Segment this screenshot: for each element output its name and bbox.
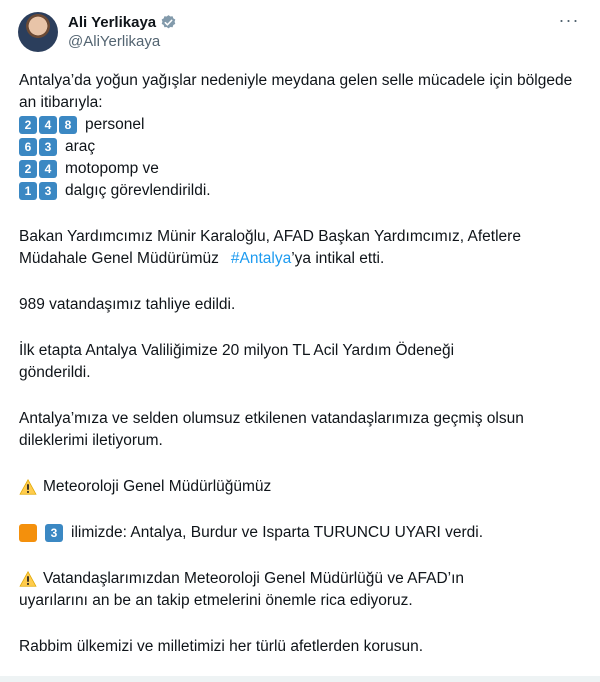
stat-line [19, 180, 585, 202]
hashtag-link[interactable]: #Antalya [230, 250, 292, 267]
paragraph-line: İlk etapta Antalya Valiliğimize 20 milyon TL Acil Yardım Ödeneği [19, 342, 455, 359]
text-segment: Müdahale Genel Müdürümüz [19, 250, 219, 267]
paragraph-line [19, 476, 585, 498]
keycap: 2 [19, 116, 37, 134]
author-block [68, 14, 177, 50]
paragraph-line: Rabbim ülkemizi ve milletimizi her türlü afetlerden korusun. [19, 638, 424, 655]
keycap: 1 [19, 182, 37, 200]
paragraph-line: 989 vatandaşımız tahliye edildi. [19, 296, 236, 313]
stat-line [19, 136, 585, 158]
verified-badge-icon [160, 14, 177, 31]
stat-label: motopomp ve [65, 160, 159, 177]
display-name[interactable]: Ali Yerlikaya [68, 14, 157, 31]
keycap: 4 [39, 116, 57, 134]
keycap: 4 [39, 160, 57, 178]
more-icon[interactable]: ··· [558, 10, 580, 30]
stat-line [19, 114, 585, 136]
tweet-text [19, 70, 585, 658]
paragraph-line [19, 568, 585, 590]
text-segment: ilimizde: Antalya, Burdur ve Isparta TURUNCU UYARI verdi. [71, 524, 484, 541]
warning-icon [19, 571, 37, 587]
keycap-group [19, 116, 77, 134]
paragraph-line: gönderildi. [19, 364, 91, 381]
keycap-group [19, 138, 57, 156]
paragraph-line [19, 522, 585, 544]
intro-text: Antalya’da yoğun yağışlar nedeniyle meydana gelen selle mücadele için bölgede an itibarıyla: [19, 72, 573, 111]
keycap-group [19, 182, 57, 200]
orange-square-icon [19, 524, 37, 542]
stat-line [19, 158, 585, 180]
keycap: 3 [39, 182, 57, 200]
text-segment: Meteoroloji Genel Müdürlüğümüz [43, 478, 272, 495]
name-row [68, 14, 177, 31]
paragraph-line: dileklerimi iletiyorum. [19, 432, 163, 449]
stat-label: araç [65, 138, 96, 155]
warning-icon [19, 479, 37, 495]
stat-label: dalgıç görevlendirildi. [65, 182, 211, 199]
paragraph-line: uyarılarını an be an takip etmelerini önemle rica ediyoruz. [19, 592, 413, 609]
keycap: 6 [19, 138, 37, 156]
paragraph-line: Bakan Yardımcımız Münir Karaloğlu, AFAD Başkan Yardımcımız, Afetlere [19, 228, 521, 245]
keycap: 8 [59, 116, 77, 134]
keycap: 3 [45, 524, 63, 542]
keycap: 3 [39, 138, 57, 156]
paragraph-line: Antalya’mıza ve selden olumsuz etkilenen vatandaşlarımıza geçmiş olsun [19, 410, 524, 427]
text-segment: ’ya intikal etti. [291, 250, 385, 267]
keycap: 2 [19, 160, 37, 178]
paragraph-line [19, 248, 585, 270]
bottom-divider [0, 676, 600, 682]
handle[interactable]: @AliYerlikaya [68, 33, 161, 50]
text-segment: Vatandaşlarımızdan Meteoroloji Genel Müdürlüğü ve AFAD’ın [43, 570, 465, 587]
keycap-group [19, 160, 57, 178]
avatar[interactable] [18, 12, 58, 52]
stat-label: personel [85, 116, 145, 133]
